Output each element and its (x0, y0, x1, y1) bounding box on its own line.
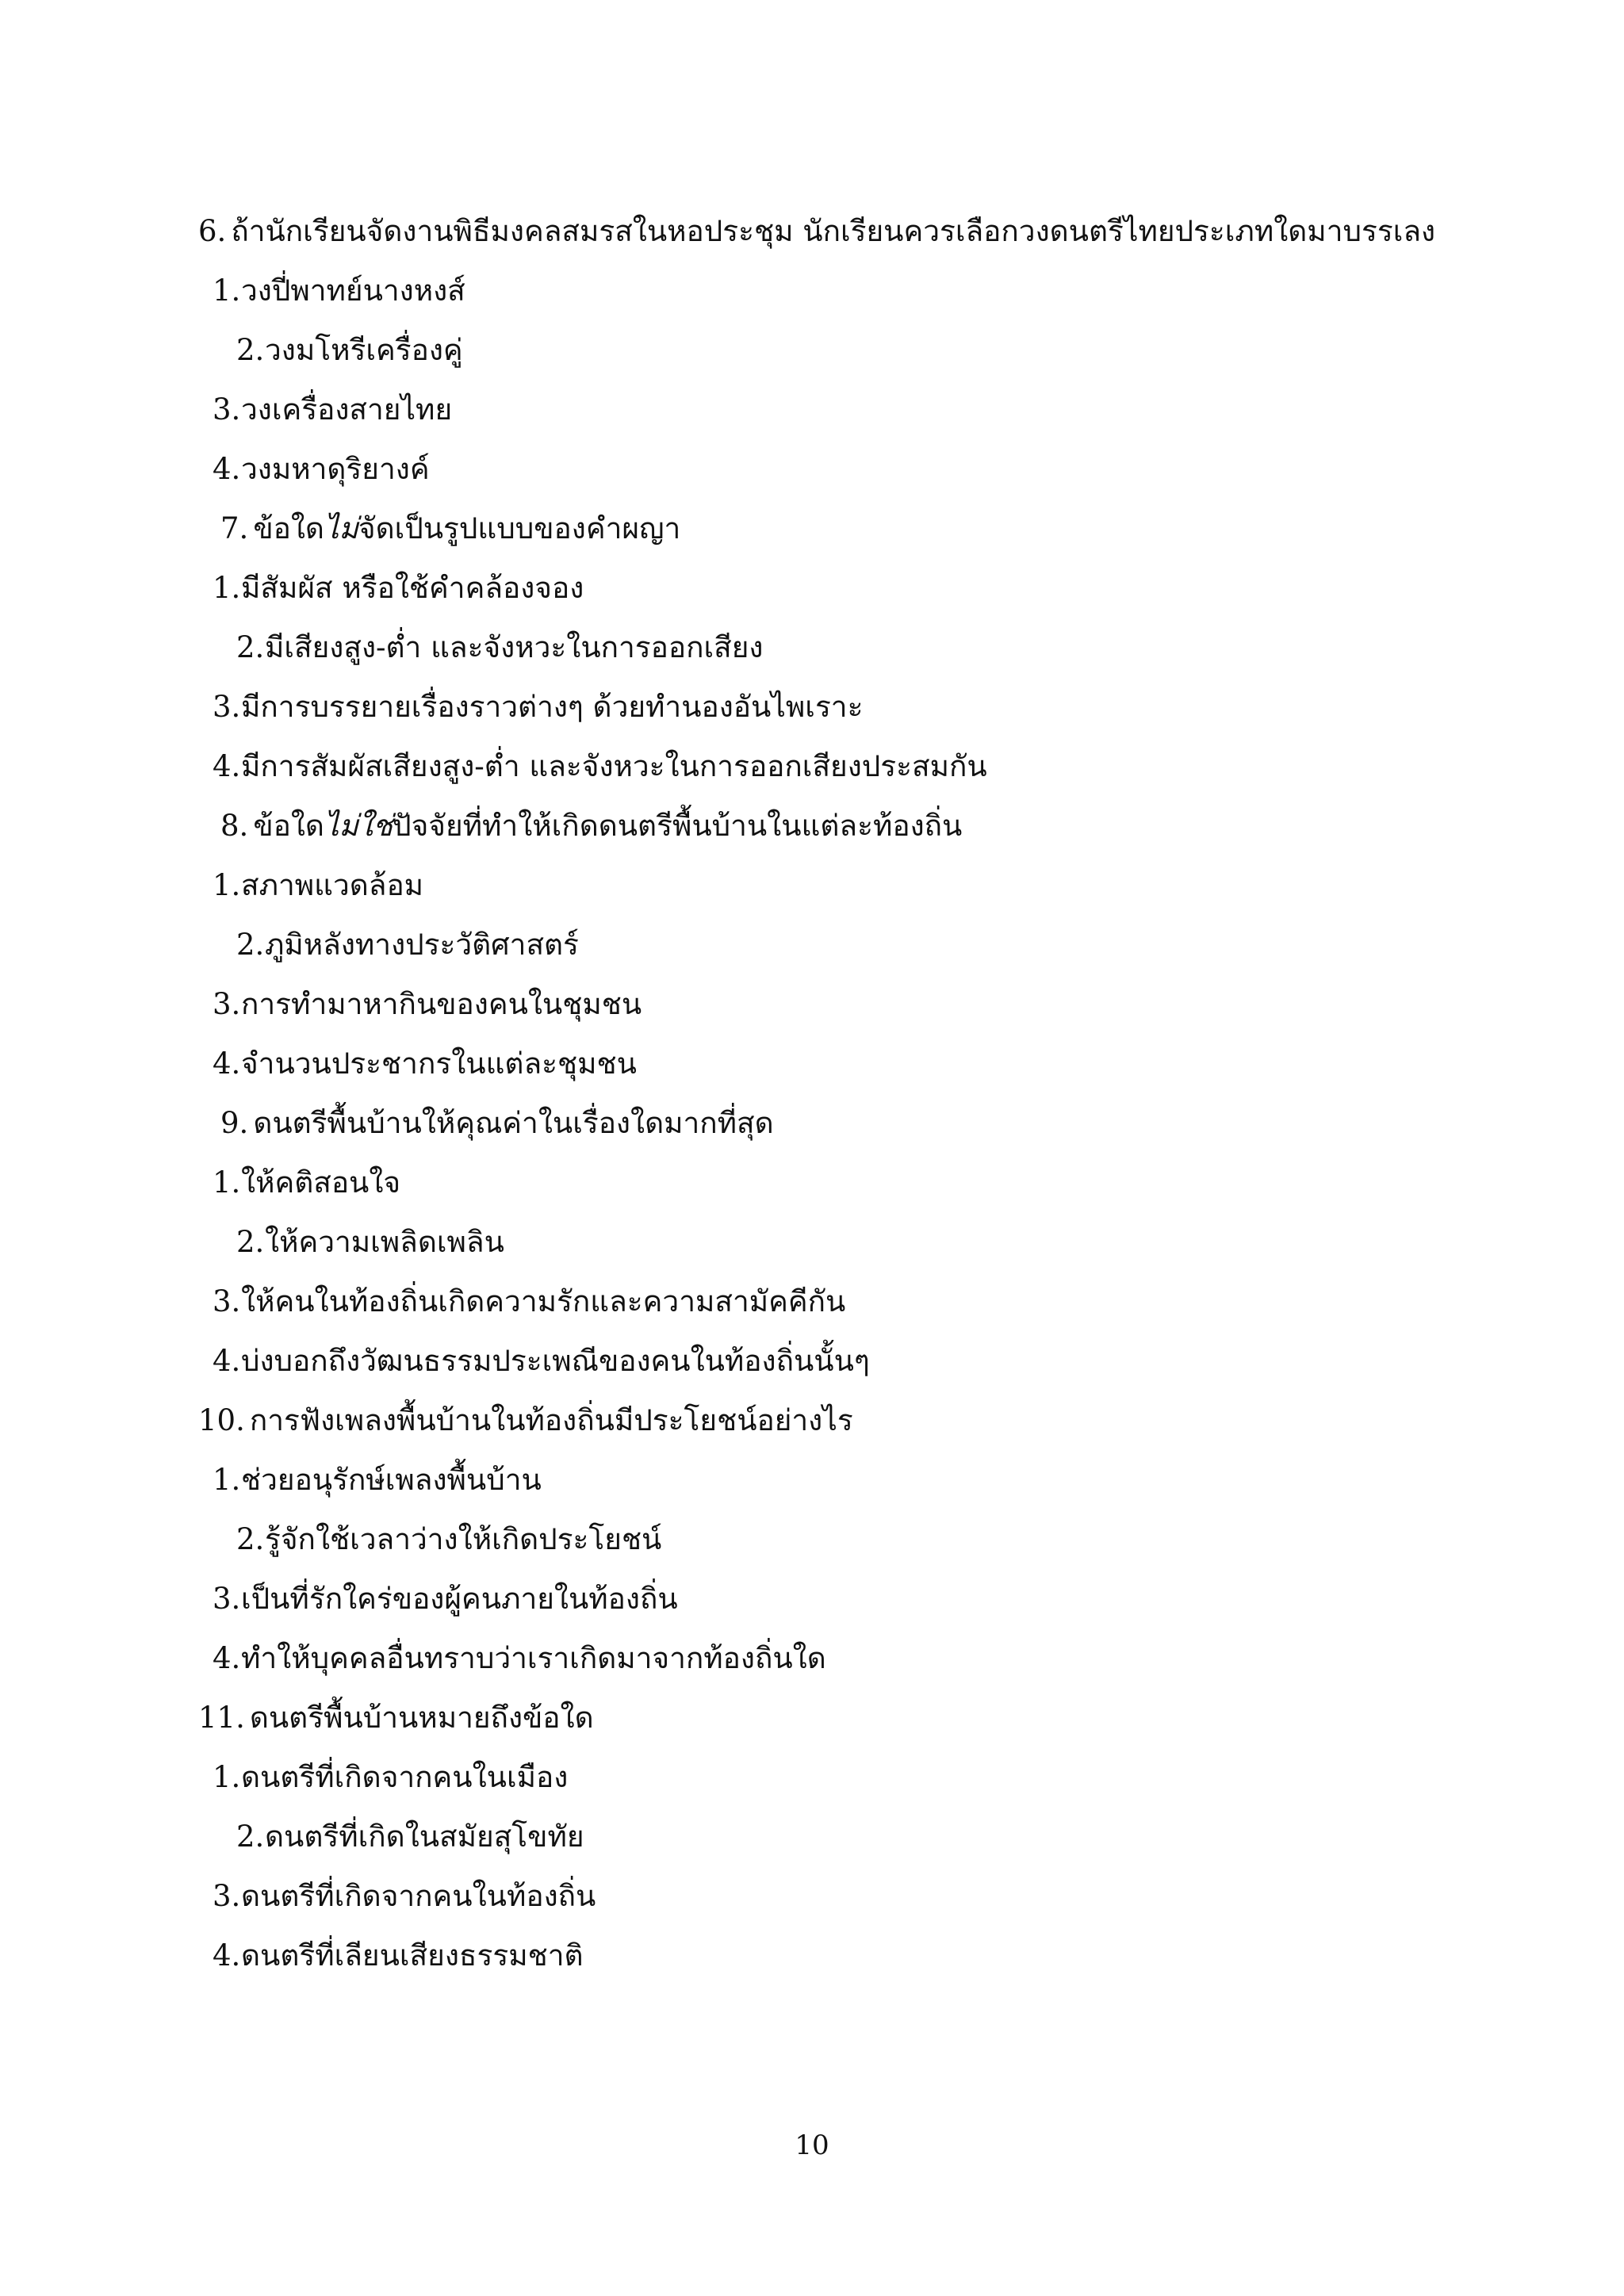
option-7-4 (213, 746, 987, 787)
question-text: ข้อใด (253, 809, 324, 843)
option-10-2 (236, 1519, 661, 1560)
option-text: ดนตรีที่เกิดจากคนในเมือง (241, 1760, 569, 1794)
option-9-4 (213, 1341, 870, 1382)
option-number: 4. (213, 452, 241, 486)
question-number: 10. (198, 1403, 245, 1437)
option-6-1 (213, 270, 465, 312)
option-number: 1. (213, 274, 241, 308)
option-text: ดนตรีที่เลียนเสียงธรรมชาติ (241, 1938, 584, 1973)
question-8 (220, 806, 962, 847)
option-11-1 (213, 1757, 568, 1798)
question-number: 6. (198, 214, 227, 248)
option-text: การทำมาหากินของคนในชุมชน (241, 987, 642, 1021)
option-6-2 (236, 330, 463, 371)
option-number: 4. (213, 749, 241, 783)
option-number: 3. (213, 392, 241, 427)
question-emphasis: ไม่ใช่ (324, 809, 393, 843)
option-text: วงมโหรีเครื่องคู่ (265, 333, 463, 367)
option-10-1 (213, 1460, 542, 1501)
option-text: วงปี่พาทย์นางหงส์ (241, 274, 465, 308)
option-text: ให้คนในท้องถิ่นเกิดความรักและความสามัคคีกัน (241, 1284, 846, 1318)
option-text: ดนตรีที่เกิดจากคนในท้องถิ่น (241, 1879, 596, 1913)
option-number: 1. (213, 1463, 241, 1497)
question-text: ข้อใด (253, 511, 324, 545)
question-text-rest: จัดเป็นรูปแบบของคำผญา (358, 511, 681, 545)
option-number: 1. (213, 1760, 241, 1794)
option-6-4 (213, 449, 430, 490)
option-6-3 (213, 389, 452, 430)
question-text: การฟังเพลงพื้นบ้านในท้องถิ่นมีประโยชน์อย่างไร (249, 1403, 853, 1437)
option-number: 3. (213, 1879, 241, 1913)
option-number: 2. (236, 333, 265, 367)
option-number: 2. (236, 1225, 265, 1259)
question-7 (220, 508, 680, 549)
option-number: 3. (213, 1582, 241, 1616)
option-text: สภาพแวดล้อม (241, 868, 424, 902)
option-11-3 (213, 1876, 596, 1917)
option-text: มีสัมผัส หรือใช้คำคล้องจอง (241, 571, 584, 605)
option-8-3 (213, 984, 642, 1025)
option-7-1 (213, 568, 584, 609)
option-7-2 (236, 627, 764, 668)
question-text: ถ้านักเรียนจัดงานพิธีมงคลสมรสในหอประชุม นักเรียนควรเลือกวงดนตรีไทยประเภทใดมาบรรเลง (231, 214, 1436, 248)
option-9-2 (236, 1222, 504, 1263)
question-number: 11. (198, 1701, 245, 1735)
option-text: ช่วยอนุรักษ์เพลงพื้นบ้าน (241, 1463, 542, 1497)
option-9-3 (213, 1281, 845, 1322)
option-text: รู้จักใช้เวลาว่างให้เกิดประโยชน์ (265, 1522, 662, 1556)
question-number: 8. (220, 809, 249, 843)
option-text: ภูมิหลังทางประวัติศาสตร์ (265, 928, 579, 962)
option-text: บ่งบอกถึงวัฒนธรรมประเพณีของคนในท้องถิ่นนั้นๆ (241, 1344, 870, 1378)
option-number: 2. (236, 1820, 265, 1854)
option-number: 1. (213, 571, 241, 605)
question-6 (198, 211, 1435, 252)
option-number: 4. (213, 1641, 241, 1675)
question-emphasis: ไม่ (324, 511, 358, 545)
option-9-1 (213, 1162, 400, 1203)
option-text: มีการสัมผัสเสียงสูง-ต่ำ และจังหวะในการออกเสียงประสมกัน (241, 749, 987, 783)
option-number: 3. (213, 987, 241, 1021)
page-number: 10 (795, 2130, 829, 2161)
option-number: 4. (213, 1938, 241, 1973)
option-8-1 (213, 865, 423, 906)
option-text: จำนวนประชากรในแต่ละชุมชน (241, 1047, 637, 1081)
option-number: 2. (236, 928, 265, 962)
option-text: มีเสียงสูง-ต่ำ และจังหวะในการออกเสียง (265, 630, 764, 664)
question-number: 9. (220, 1106, 249, 1140)
option-8-2 (236, 924, 579, 966)
option-11-4 (213, 1935, 584, 1976)
option-11-2 (236, 1816, 584, 1858)
option-text: วงมหาดุริยางค์ (241, 452, 430, 486)
option-number: 1. (213, 868, 241, 902)
question-10 (198, 1400, 853, 1441)
option-text: ดนตรีที่เกิดในสมัยสุโขทัย (265, 1820, 584, 1854)
option-text: ให้ความเพลิดเพลิน (265, 1225, 504, 1259)
question-text-rest: ปัจจัยที่ทำให้เกิดดนตรีพื้นบ้านในแต่ละท้องถิ่น (393, 809, 963, 843)
option-7-3 (213, 687, 863, 728)
question-11 (198, 1697, 594, 1739)
option-text: เป็นที่รักใคร่ของผู้คนภายในท้องถิ่น (241, 1582, 678, 1616)
option-text: มีการบรรยายเรื่องราวต่างๆ ด้วยทำนองอันไพเราะ (241, 690, 864, 724)
option-8-4 (213, 1043, 637, 1085)
option-text: วงเครื่องสายไทย (241, 392, 453, 427)
option-text: ให้คติสอนใจ (241, 1165, 401, 1200)
option-number: 3. (213, 1284, 241, 1318)
question-9 (220, 1103, 774, 1144)
option-text: ทำให้บุคคลอื่นทราบว่าเราเกิดมาจากท้องถิ่นใด (241, 1641, 826, 1675)
option-number: 3. (213, 690, 241, 724)
option-number: 2. (236, 630, 265, 664)
question-number: 7. (220, 511, 249, 545)
question-text: ดนตรีพื้นบ้านให้คุณค่าในเรื่องใดมากที่สุด (253, 1106, 774, 1140)
option-10-3 (213, 1578, 678, 1620)
option-number: 1. (213, 1165, 241, 1200)
option-10-4 (213, 1638, 826, 1679)
option-number: 4. (213, 1344, 241, 1378)
question-text: ดนตรีพื้นบ้านหมายถึงข้อใด (249, 1701, 594, 1735)
option-number: 2. (236, 1522, 265, 1556)
option-number: 4. (213, 1047, 241, 1081)
